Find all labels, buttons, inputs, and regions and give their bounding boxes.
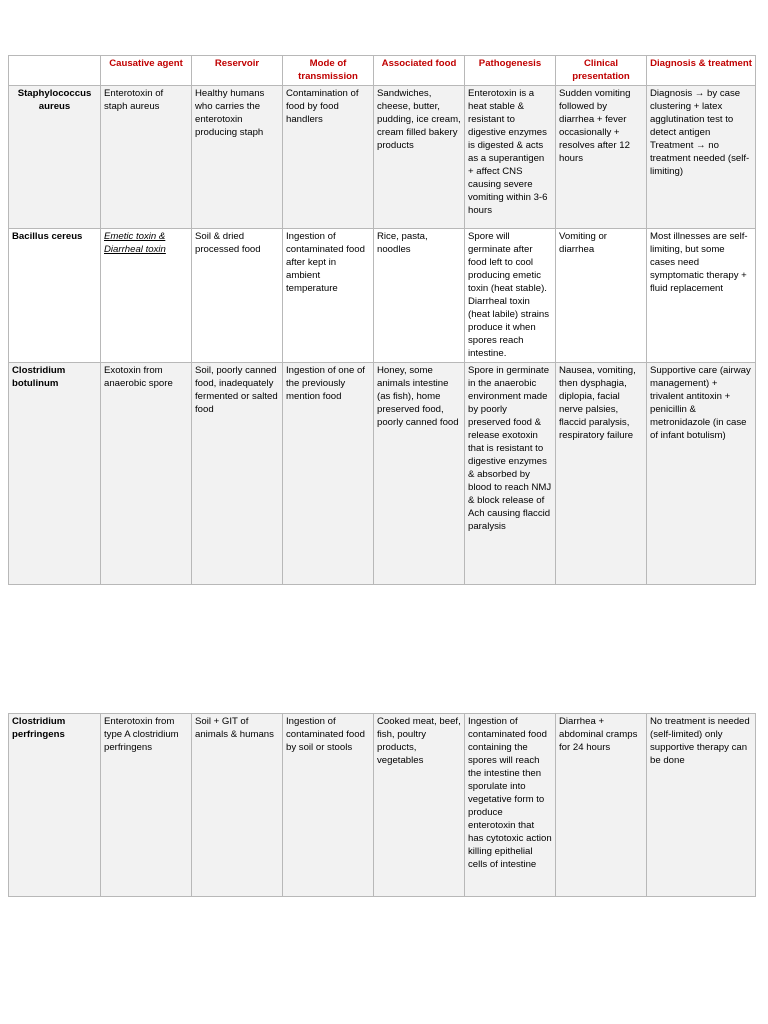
pathogenesis-cell: Spore in germinate in the anaerobic environment made by poorly preserved food & release exotoxin that is resistant to digestive enzymes & absorbed by blood to reach NMJ & block release of Ach causing flaccid paralysis — [465, 363, 556, 585]
transmission-cell: Ingestion of one of the previously mention food — [283, 363, 374, 585]
transmission-cell: Ingestion of contaminated food after kept in ambient temperature — [283, 229, 374, 363]
causative-agent-cell: Exotoxin from anaerobic spore — [101, 363, 192, 585]
reservoir-cell: Soil + GIT of animals & humans — [192, 714, 283, 897]
causative-agent-cell: Enterotoxin from type A clostridium perfringens — [101, 714, 192, 897]
header-pathogenesis: Pathogenesis — [465, 56, 556, 86]
diagnosis-treatment-cell: Diagnosis → by case clustering + latex agglutination test to detect antigen Treatment → no treatment needed (self-limiting) — [647, 86, 756, 229]
pathogenesis-cell: Ingestion of contaminated food containing the spores will reach the intestine then sporulate into vegetative form to produce enterotoxin that has cytotoxic action killing epithelial cells of intestine — [465, 714, 556, 897]
diagnosis-treatment-cell: No treatment is needed (self-limited) only supportive therapy can be done — [647, 714, 756, 897]
header-corner — [9, 56, 101, 86]
pathogenesis-cell: Spore will germinate after food left to cool producing emetic toxin (heat stable). Diarrheal toxin (heat labile) strains produce it when spores reach intestine. — [465, 229, 556, 363]
transmission-cell: Contamination of food by food handlers — [283, 86, 374, 229]
associated-food-cell: Rice, pasta, noodles — [374, 229, 465, 363]
associated-food-cell: Honey, some animals intestine (as fish), home preserved food, poorly canned food — [374, 363, 465, 585]
clinical-presentation-cell: Vomiting or diarrhea — [556, 229, 647, 363]
diagnosis-treatment-cell: Most illnesses are self-limiting, but some cases need symptomatic therapy + fluid replacement — [647, 229, 756, 363]
header-associated-food: Associated food — [374, 56, 465, 86]
clinical-presentation-cell: Diarrhea + abdominal cramps for 24 hours — [556, 714, 647, 897]
table-row — [9, 229, 756, 363]
organism-name: Clostridium perfringens — [9, 714, 101, 897]
reservoir-cell: Healthy humans who carries the enterotoxin producing staph — [192, 86, 283, 229]
clinical-presentation-cell: Sudden vomiting followed by diarrhea + fever occasionally + resolves after 12 hours — [556, 86, 647, 229]
table-row — [9, 86, 756, 229]
reservoir-cell: Soil, poorly canned food, inadequately fermented or salted food — [192, 363, 283, 585]
diagnosis-treatment-cell: Supportive care (airway management) + trivalent antitoxin + penicillin & metronidazole (in case of infant botulism) — [647, 363, 756, 585]
table-row — [9, 714, 756, 897]
food-poisoning-table-continued — [8, 713, 756, 897]
transmission-cell: Ingestion of contaminated food by soil or stools — [283, 714, 374, 897]
clinical-presentation-cell: Nausea, vomiting, then dysphagia, diplopia, facial nerve palsies, flaccid paralysis, respiratory failure — [556, 363, 647, 585]
header-diagnosis-treatment: Diagnosis & treatment — [647, 56, 756, 86]
food-poisoning-table — [8, 55, 756, 585]
organism-name: Bacillus cereus — [9, 229, 101, 363]
organism-name: Clostridium botulinum — [9, 363, 101, 585]
header-clinical-presentation: Clinical presentation — [556, 56, 647, 86]
associated-food-cell: Sandwiches, cheese, butter, pudding, ice cream, cream filled bakery products — [374, 86, 465, 229]
organism-name: Staphylococcus aureus — [9, 86, 101, 229]
associated-food-cell: Cooked meat, beef, fish, poultry products, vegetables — [374, 714, 465, 897]
pathogenesis-cell: Enterotoxin is a heat stable & resistant to digestive enzymes is digested & acts as a superantigen + affect CNS causing severe vomiting within 3-6 hours — [465, 86, 556, 229]
header-row — [9, 56, 756, 86]
causative-agent-link[interactable]: Emetic toxin & Diarrheal toxin — [104, 231, 166, 255]
header-causative-agent: Causative agent — [101, 56, 192, 86]
causative-agent-cell: Enterotoxin of staph aureus — [101, 86, 192, 229]
table-row — [9, 363, 756, 585]
header-reservoir: Reservoir — [192, 56, 283, 86]
reservoir-cell: Soil & dried processed food — [192, 229, 283, 363]
header-mode-of-transmission: Mode of transmission — [283, 56, 374, 86]
causative-agent-cell — [101, 229, 192, 363]
